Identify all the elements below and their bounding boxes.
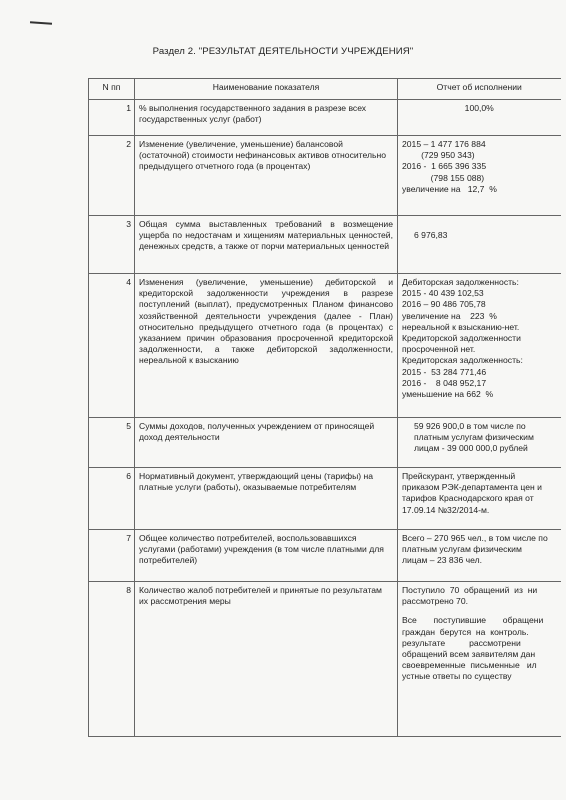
section-title: Раздел 2. "РЕЗУЛЬТАТ ДЕЯТЕЛЬНОСТИ УЧРЕЖДЕНИЯ" [152,46,414,57]
row-report: 2015 – 1 477 176 884 (729 950 343) 2016 - 1 665 396 335 (798 155 088) увеличение на 12,7 % [398,136,561,216]
results-table [88,78,561,737]
table-row [89,418,561,468]
table-row [89,582,561,737]
row-num: 5 [89,418,135,468]
row-report: Всего – 270 965 чел., в том числе по платным услугам физическим лицам – 23 836 чел. [398,530,561,582]
table-row [89,468,561,530]
row-num: 6 [89,468,135,530]
row-report: Прейскурант, утвержденный приказом РЭК-департамента цен и тарифов Краснодарского края от 17.09.14 №32/2014-м. [398,468,561,530]
row-indicator: Суммы доходов, полученных учреждением от приносящей доход деятельности [135,418,398,468]
row-indicator: Изменения (увеличение, уменьшение) дебиторской и кредиторской задолженности учреждения в разрезе поступлений (выплат), предусмотренных Планом финансово хозяйственной деятельности учреждения (далее - План) относительно предыдущего отчетного года (в процентах) с указанием причин образования просроченной кредиторской задолженности, а также дебиторской задолженности, нереальной к взысканию [135,274,398,418]
row-indicator: Изменение (увеличение, уменьшение) балансовой (остаточной) стоимости нефинансовых активов относительно предыдущего отчетного года (в процентах) [135,136,398,216]
row-num: 8 [89,582,135,737]
row-num: 4 [89,274,135,418]
row-num: 2 [89,136,135,216]
header-num: N пп [89,79,135,100]
row-num: 1 [89,100,135,136]
row-report: Дебиторская задолженность: 2015 - 40 439 102,53 2016 – 90 486 705,78 увеличение на 223 % нереальной к взысканию-нет. Кредиторской задолженности просроченной нет. Кредиторская задолженность: 2015 - 53 284 771,46 2016 - 8 048 952,17 уменьшение на 662 % [398,274,561,418]
row-report: 6 976,83 [398,216,561,274]
table-row [89,274,561,418]
row-num: 7 [89,530,135,582]
row-indicator: % выполнения государственного задания в разрезе всех государственных услуг (работ) [135,100,398,136]
row-indicator: Общая сумма выставленных требований в возмещение ущерба по недостачам и хищениям материальных ценностей, денежных средств, а также от порчи материальных ценностей [135,216,398,274]
row-report: 100,0% [398,100,561,136]
row-indicator: Общее количество потребителей, воспользовавшихся услугами (работами) учреждения (в том числе платными для потребителей) [135,530,398,582]
table-row [89,216,561,274]
table-row [89,136,561,216]
table-row [89,530,561,582]
row-report: 59 926 900,0 в том числе по платным услугам физическим лицам - 39 000 000,0 рублей [398,418,561,468]
row-report: Поступило 70 обращений из ни рассмотрено 70. Все поступившие обращени граждан берутся на контроль. результате рассмотрени обращений всем заявителям дан своевременные письменные ил устные ответы по существу [398,582,561,737]
row-indicator: Нормативный документ, утверждающий цены (тарифы) на платные услуги (работы), оказываемые потребителям [135,468,398,530]
header-report: Отчет об исполнении [398,79,561,100]
table-row [89,100,561,136]
table-header-row [89,79,561,100]
row-num: 3 [89,216,135,274]
header-indicator: Наименование показателя [135,79,398,100]
row-indicator: Количество жалоб потребителей и принятые по результатам их рассмотрения меры [135,582,398,737]
pen-mark [30,21,52,25]
